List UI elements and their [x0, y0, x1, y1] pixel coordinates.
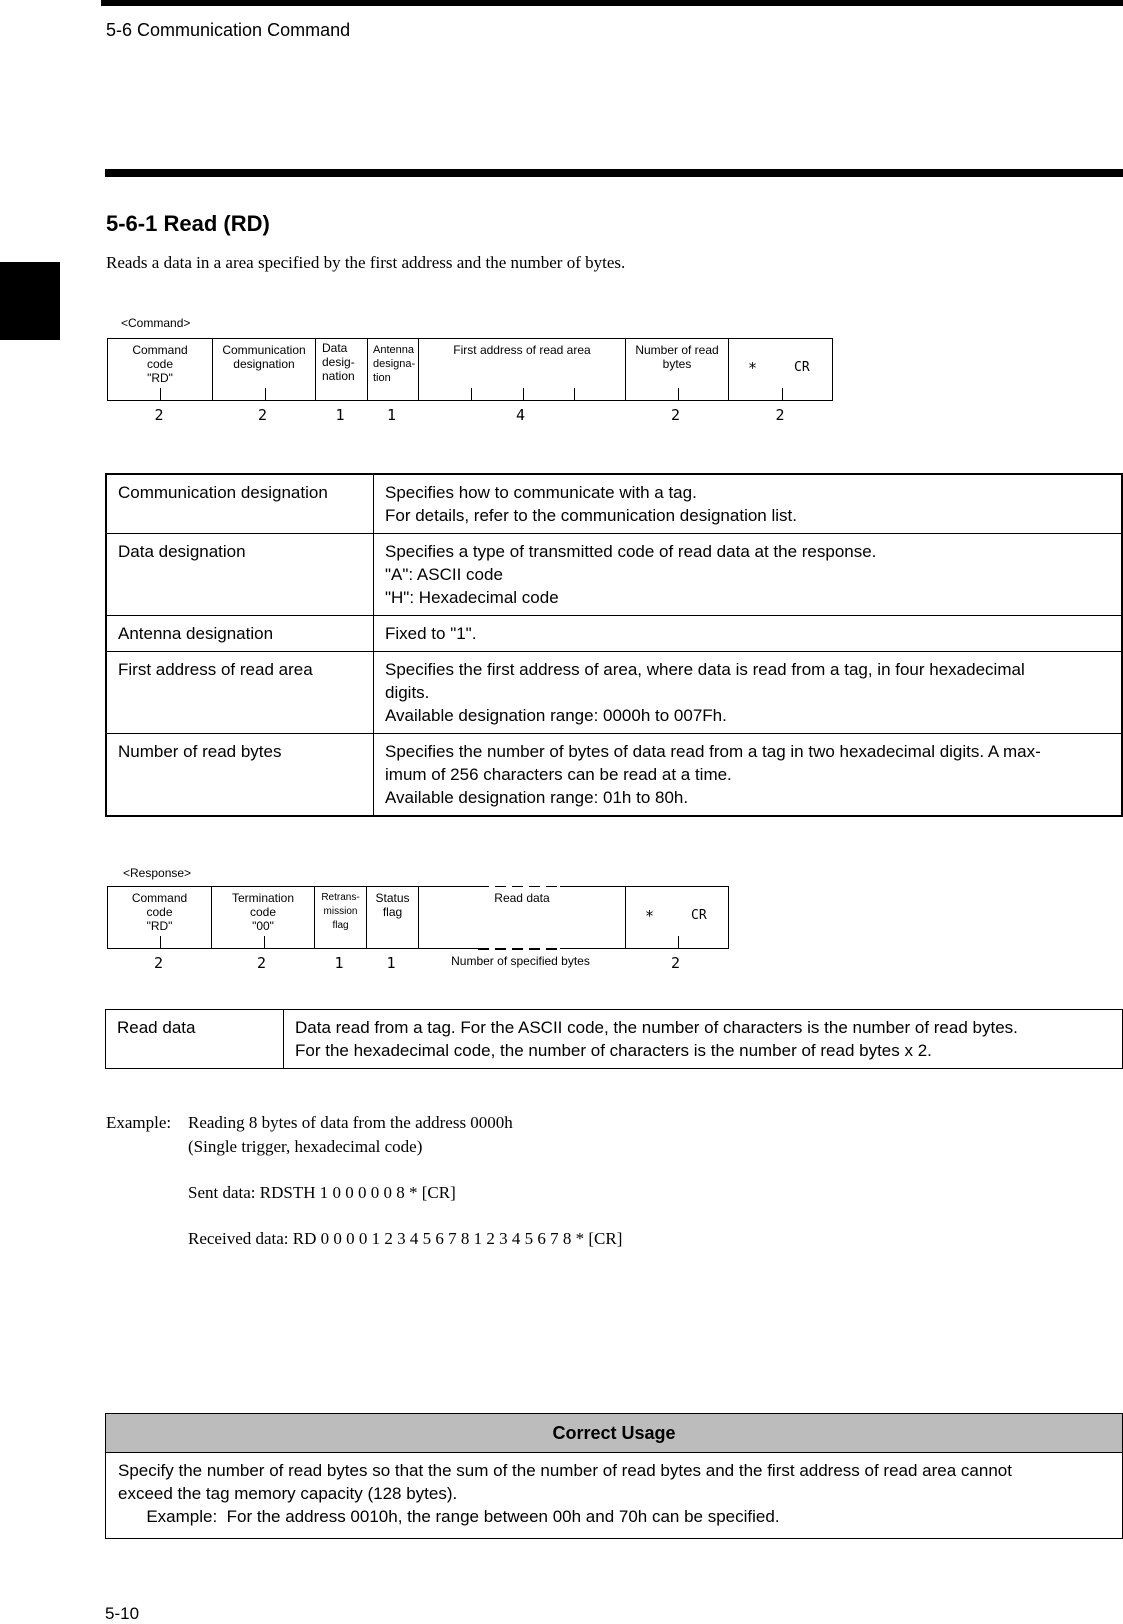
command-byte-count: 2 [257, 406, 268, 424]
description-line: Fixed to "1". [385, 624, 477, 643]
command-field-3 [367, 339, 418, 400]
carriage-return-icon: CR [691, 908, 707, 923]
table-row [106, 474, 1122, 534]
description-line: Specifies a type of transmitted code of read data at the response. [385, 542, 877, 561]
table-row [106, 534, 1122, 616]
command-field-label: Communication designation [222, 343, 306, 371]
command-label: <Command> [121, 316, 191, 330]
command-field-label: Antenna designa- tion [373, 344, 416, 384]
page-number: 5-10 [105, 1604, 140, 1623]
table-row [106, 734, 1122, 817]
response-tick [678, 936, 679, 948]
field-name-cell: Read data [106, 1010, 284, 1069]
command-field-6 [728, 339, 834, 400]
command-byte-count: 2 [670, 406, 681, 424]
description-line: Specifies the number of bytes of data read from a tag in two hexadecimal digits. A max- [385, 742, 1041, 761]
response-field-3 [366, 887, 418, 948]
description-line: digits. [385, 683, 430, 702]
table-row [106, 1010, 1123, 1069]
example-sent-data: Sent data: RDSTH 1 0 0 0 0 0 8 * [CR] [188, 1183, 456, 1202]
command-field-table [105, 473, 1123, 817]
correct-usage-line: Specify the number of read bytes so that the sum of the number of read bytes and the first address of read area cannot [118, 1461, 1012, 1480]
correct-usage-box [105, 1413, 1123, 1539]
read-data-variable-length-mark [478, 886, 560, 888]
command-byte-count: 2 [154, 406, 164, 424]
response-field-table [105, 1009, 1123, 1069]
response-field-0 [108, 887, 211, 948]
field-name-cell: Data designation [106, 534, 374, 616]
command-tick [160, 388, 161, 400]
command-byte-count: 4 [515, 406, 526, 424]
example-label: Example: [106, 1113, 172, 1132]
field-name-cell: Communication designation [106, 474, 374, 534]
table-row [106, 616, 1122, 652]
command-tick [782, 388, 783, 400]
command-field-label: Number of read bytes [635, 343, 719, 371]
response-byte-count: 1 [386, 954, 396, 972]
correct-usage-body [106, 1453, 1122, 1534]
header-title: 5-6 Communication Command [106, 20, 351, 40]
command-frame-diagram [107, 338, 833, 401]
command-byte-counts [107, 406, 833, 426]
command-byte-count: 1 [335, 406, 345, 424]
header-rule [101, 0, 1123, 6]
command-tick [471, 388, 472, 400]
command-field-1 [212, 339, 315, 400]
response-byte-counts [107, 954, 729, 974]
description-line: Specifies how to communicate with a tag. [385, 483, 697, 502]
description-line: "A": ASCII code [385, 565, 503, 584]
response-byte-count: 2 [670, 954, 681, 972]
response-field-label: Status flag [375, 891, 410, 919]
command-byte-count: 2 [775, 406, 785, 424]
description-line: Data read from a tag. For the ASCII code, the number of characters is the number of read bytes. [295, 1018, 1018, 1037]
asterisk-icon: * [645, 907, 655, 925]
command-tick [678, 388, 679, 400]
response-field-label: Termination code "00" [231, 891, 295, 933]
command-field-4 [418, 339, 625, 400]
description-line: Available designation range: 01h to 80h. [385, 788, 689, 807]
response-byte-count: 2 [153, 954, 164, 972]
command-byte-count: 1 [386, 406, 397, 424]
command-tick [523, 388, 524, 400]
response-field-5 [625, 887, 728, 948]
section-rule [105, 169, 1123, 177]
description-line: For details, refer to the communication designation list. [385, 506, 797, 525]
correct-usage-title: Correct Usage [106, 1414, 1122, 1453]
description-line: For the hexadecimal code, the number of characters is the number of read bytes x 2. [295, 1041, 932, 1060]
command-field-label: Command code "RD" [132, 343, 188, 385]
field-description-cell [284, 1010, 1123, 1069]
field-name-cell: First address of read area [106, 652, 374, 734]
description-line: Available designation range: 0000h to 007Fh. [385, 706, 727, 725]
response-field-1 [211, 887, 314, 948]
command-tick [574, 388, 575, 400]
description-line: imum of 256 characters can be read at a time. [385, 765, 732, 784]
correct-usage-line: exceed the tag memory capacity (128 bytes). [118, 1484, 458, 1503]
command-field-2 [315, 339, 367, 400]
command-field-0 [108, 339, 212, 400]
field-description-cell [374, 474, 1123, 534]
field-description-cell [374, 652, 1123, 734]
number-of-specified-bytes-label: Number of specified bytes [451, 954, 590, 968]
read-data-variable-length-mark [478, 948, 560, 950]
field-name-cell: Antenna designation [106, 616, 374, 652]
example-line-2: (Single trigger, hexadecimal code) [188, 1137, 423, 1156]
response-tick [264, 936, 265, 948]
response-byte-count: 2 [256, 954, 267, 972]
response-field-label: Command code "RD" [131, 891, 188, 933]
field-description-cell [374, 616, 1123, 652]
response-field-label: Read data [494, 891, 550, 905]
response-field-label: Retrans- mission flag [321, 892, 360, 931]
field-description-cell [374, 734, 1123, 817]
response-frame-diagram [107, 886, 729, 949]
response-field-2 [314, 887, 366, 948]
field-name-cell: Number of read bytes [106, 734, 374, 817]
response-byte-count: 1 [334, 954, 344, 972]
carriage-return-icon: CR [794, 360, 810, 375]
description-line: Specifies the first address of area, where data is read from a tag, in four hexadecimal [385, 660, 1025, 679]
section-intro: Reads a data in a area specified by the first address and the number of bytes. [106, 253, 626, 272]
description-line: "H": Hexadecimal code [385, 588, 559, 607]
example-line-1: Reading 8 bytes of data from the address 0000h [188, 1113, 513, 1132]
command-field-label: First address of read area [453, 343, 591, 357]
command-field-5 [625, 339, 728, 400]
table-row [106, 652, 1122, 734]
correct-usage-line: Example: For the address 0010h, the range between 00h and 70h can be specified. [118, 1507, 780, 1526]
command-field-label: Data desig- nation [322, 341, 355, 383]
response-label: <Response> [123, 866, 192, 880]
command-tick [265, 388, 266, 400]
response-tick [160, 936, 161, 948]
field-description-cell [374, 534, 1123, 616]
example-received-data: Received data: RD 0 0 0 0 1 2 3 4 5 6 7 8 1 2 3 4 5 6 7 8 * [CR] [188, 1229, 623, 1248]
response-field-4 [418, 887, 625, 948]
asterisk-icon: * [748, 359, 758, 377]
chapter-tab [0, 262, 60, 340]
section-title: 5-6-1 Read (RD) [106, 211, 270, 236]
